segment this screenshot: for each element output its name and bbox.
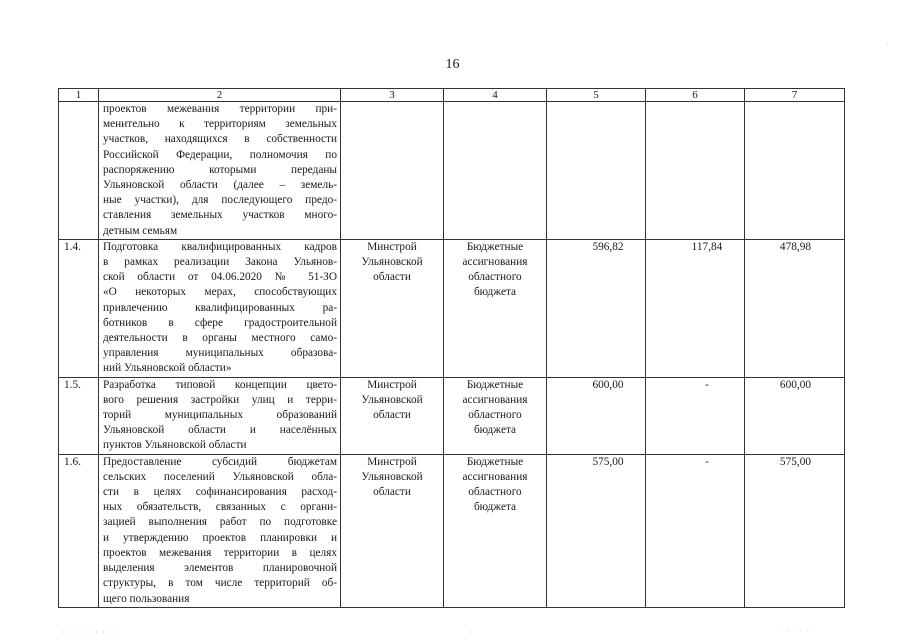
funding-source-line: бюджета bbox=[473, 424, 517, 437]
description-line: сельских поселений Ульяновской обла- bbox=[103, 470, 337, 483]
funding-source-line: Бюджетные bbox=[466, 455, 524, 468]
executor-line: Ульяновской bbox=[361, 470, 423, 483]
description-line: Разработка типовой концепции цвето- bbox=[103, 378, 337, 391]
row-number-cell bbox=[59, 102, 99, 240]
description-line: зацией выполнения работ по подготовке bbox=[103, 516, 337, 529]
executor-line: области bbox=[373, 271, 411, 284]
executor-cell bbox=[341, 239, 444, 377]
total-amount-cell: 600,00 bbox=[547, 377, 646, 454]
funding-source-cell bbox=[444, 454, 547, 607]
total-amount-cell: 575,00 bbox=[547, 454, 646, 607]
header-cell: 3 bbox=[341, 89, 444, 102]
description-line: сти в целях софинансирования расход- bbox=[103, 486, 337, 499]
year-amount-cell: - bbox=[646, 454, 745, 607]
description-line: распоряжению которыми переданы bbox=[103, 163, 337, 176]
year-amount-cell bbox=[646, 102, 745, 240]
description-line: Ульяновской области (далее – земель- bbox=[103, 179, 337, 192]
table-row bbox=[59, 454, 845, 607]
funding-source-line: областного bbox=[468, 271, 522, 284]
description-line: привлечению квалифицированных ра- bbox=[103, 301, 337, 314]
description-line: деятельности в органы местного само- bbox=[103, 332, 337, 345]
header-cell: 2 bbox=[99, 89, 341, 102]
scan-artifact: · bbox=[886, 40, 890, 49]
row-number-cell: 1.5. bbox=[59, 377, 99, 454]
header-cell: 1 bbox=[59, 89, 99, 102]
header-cell: 4 bbox=[444, 89, 547, 102]
funding-source-line: Бюджетные bbox=[466, 378, 524, 391]
funding-source-line: бюджета bbox=[473, 286, 517, 299]
table-header-row bbox=[59, 89, 845, 102]
description-line: вого решения застройки улиц и терри- bbox=[103, 393, 337, 406]
description-line: ставления земельных участков много- bbox=[103, 209, 337, 222]
description-line: менительно к территориям земельных bbox=[103, 118, 337, 131]
description-line: проектов межевания территории в целях bbox=[103, 546, 337, 559]
year-amount-cell: 575,00 bbox=[745, 454, 845, 607]
description-line: Российской Федерации, полномочия по bbox=[103, 148, 337, 161]
funding-source-line: бюджета bbox=[473, 501, 517, 514]
funding-source-cell bbox=[444, 377, 547, 454]
year-amount-cell: 117,84 bbox=[646, 239, 745, 377]
funding-source-line: ассигнования bbox=[462, 393, 528, 406]
description-line: ные участки), для последующего предо- bbox=[103, 194, 337, 207]
total-amount-cell bbox=[547, 102, 646, 240]
description-line: торий муниципальных образований bbox=[103, 409, 337, 422]
scan-artifact: · · · · · · · · · bbox=[62, 628, 119, 637]
executor-line: Ульяновской bbox=[361, 393, 423, 406]
description-line: участков, находящихся в собственности bbox=[103, 133, 337, 146]
description-line: ботников в сфере градостроительной bbox=[103, 316, 337, 329]
year-amount-cell: 478,98 bbox=[745, 239, 845, 377]
description-line: «О некоторых мерах, способствующих bbox=[103, 286, 337, 299]
description-line: детным семьям bbox=[103, 224, 178, 237]
table-row bbox=[59, 102, 845, 240]
description-cell bbox=[99, 454, 341, 607]
table-row bbox=[59, 239, 845, 377]
description-line: ных обязательств, связанных с органи- bbox=[103, 501, 337, 514]
description-line: и утверждению проектов планировки и bbox=[103, 531, 337, 544]
scan-artifact: · · · · · bbox=[780, 626, 811, 635]
description-cell bbox=[99, 377, 341, 454]
funding-source-line: областного bbox=[468, 409, 522, 422]
description-line: ской области от 04.06.2020 № 51-ЗО bbox=[103, 271, 337, 284]
header-cell: 6 bbox=[646, 89, 745, 102]
year-amount-cell: - bbox=[646, 377, 745, 454]
executor-cell bbox=[341, 377, 444, 454]
executor-line: области bbox=[373, 486, 411, 499]
funding-source-cell bbox=[444, 102, 547, 240]
year-amount-cell bbox=[745, 102, 845, 240]
executor-cell bbox=[341, 454, 444, 607]
funding-source-line: Бюджетные bbox=[466, 240, 524, 253]
description-line: управления муниципальных образова- bbox=[103, 347, 337, 360]
executor-line: Минстрой bbox=[367, 240, 417, 253]
executor-line: Минстрой bbox=[367, 455, 417, 468]
funding-source-cell bbox=[444, 239, 547, 377]
executor-line: области bbox=[373, 409, 411, 422]
year-amount-cell: 600,00 bbox=[745, 377, 845, 454]
description-line: ний Ульяновской области» bbox=[103, 362, 232, 375]
funding-source-line: областного bbox=[468, 486, 522, 499]
description-line: Ульяновской области и населённых bbox=[103, 424, 337, 437]
row-number-cell: 1.4. bbox=[59, 239, 99, 377]
funding-source-line: ассигнования bbox=[462, 470, 528, 483]
description-line: Предоставление субсидий бюджетам bbox=[103, 455, 337, 468]
table-row bbox=[59, 377, 845, 454]
page-number: 16 bbox=[445, 57, 460, 72]
executor-cell bbox=[341, 102, 444, 240]
budget-table bbox=[58, 88, 845, 608]
description-line: пунктов Ульяновской области bbox=[103, 439, 247, 452]
header-cell: 7 bbox=[745, 89, 845, 102]
description-line: в рамках реализации Закона Ульянов- bbox=[103, 256, 337, 269]
description-line: структуры, в том числе территорий об- bbox=[103, 577, 337, 590]
funding-source-line: ассигнования bbox=[462, 256, 528, 269]
scan-artifact: · bbox=[470, 628, 474, 637]
description-cell bbox=[99, 239, 341, 377]
description-line: выделения элементов планировочной bbox=[103, 562, 337, 575]
total-amount-cell: 596,82 bbox=[547, 239, 646, 377]
description-line: Подготовка квалифицированных кадров bbox=[103, 240, 337, 253]
executor-line: Ульяновской bbox=[361, 256, 423, 269]
header-cell: 5 bbox=[547, 89, 646, 102]
executor-line: Минстрой bbox=[367, 378, 417, 391]
description-line: проектов межевания территории при- bbox=[103, 103, 337, 115]
description-cell bbox=[99, 102, 341, 240]
description-line: щего пользования bbox=[103, 592, 190, 605]
row-number-cell: 1.6. bbox=[59, 454, 99, 607]
